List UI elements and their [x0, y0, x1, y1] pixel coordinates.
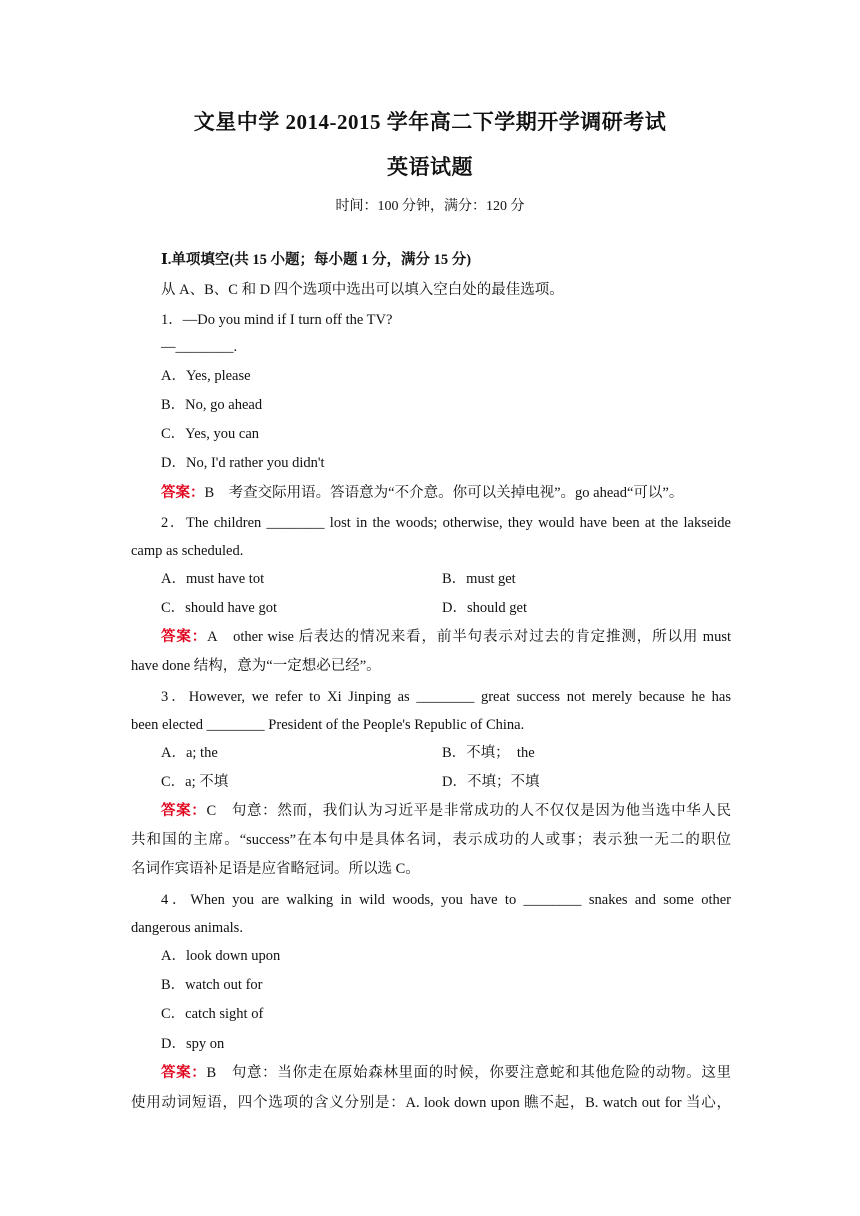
q3-option-c: C．a; 不填: [161, 774, 229, 790]
q4-option-c: C．catch sight of: [161, 1006, 264, 1022]
q4-option-b: B．watch out for: [161, 977, 263, 993]
q1-answer-text: B 考查交际用语。答语意为“不介意。你可以关掉电视”。go ahead“可以”。: [204, 485, 684, 501]
q4-answer: [161, 1064, 731, 1082]
answer-label: 答案：: [161, 1065, 207, 1081]
section-instruction: 从 A、B、C 和 D 四个选项中选出可以填入空白处的最佳选项。: [161, 282, 564, 298]
q1-answer: [161, 484, 731, 502]
q4-option-d: D．spy on: [161, 1036, 225, 1052]
q4-option-a: A．look down upon: [161, 948, 281, 964]
q3-answer: [161, 802, 731, 820]
q2-option-b: B．must get: [442, 571, 516, 587]
q1-blank: —________.: [161, 339, 238, 355]
q2-answer: [161, 628, 731, 646]
section-heading: Ⅰ.单项填空(共 15 小题；每小题 1 分，满分 15 分): [161, 252, 472, 268]
q3-answer-cont-1: 共和国的主席。“success”在本句中是具体名词，表示成功的人或事；表示独一无二的职位: [131, 832, 731, 848]
q2-answer-text: A other wise 后表达的情况来看，前半句表示对过去的肯定推测，所以用 must: [207, 629, 731, 645]
q2-stem: 2．The children ________ lost in the woods; otherwise, they would have been at the lakseide: [161, 515, 731, 531]
q3-option-a: A．a; the: [161, 745, 218, 761]
q1-option-d: D．No, I'd rather you didn't: [161, 455, 325, 471]
q3-stem-cont: been elected ________ President of the People's Republic of China.: [131, 717, 525, 733]
q3-option-d: D．不填；不填: [442, 774, 540, 790]
q3-answer-text: C 句意：然而，我们认为习近平是非常成功的人不仅仅是因为他当选中华人民: [206, 803, 732, 819]
q1-stem: 1．—Do you mind if I turn off the TV?: [161, 312, 393, 328]
q1-option-c: C．Yes, you can: [161, 426, 260, 442]
exam-subtitle: 英语试题: [387, 155, 473, 179]
answer-label: 答案：: [161, 803, 207, 819]
q4-answer-cont: 使用动词短语，四个选项的含义分别是：A. look down upon 瞧不起，B. watch out for 当心，: [131, 1095, 731, 1111]
exam-meta: 时间：100 分钟，满分：120 分: [335, 199, 525, 214]
q1-option-b: B．No, go ahead: [161, 397, 263, 413]
q2-option-d: D．should get: [442, 600, 527, 616]
q4-stem: 4．When you are walking in wild woods, you have to ________ snakes and some other: [161, 892, 731, 908]
q4-stem-cont: dangerous animals.: [131, 920, 243, 936]
answer-label: 答案：: [161, 629, 208, 645]
q4-answer-text: B 句意：当你走在原始森林里面的时候，你要注意蛇和其他危险的动物。这里: [206, 1065, 732, 1081]
answer-label: 答案：: [161, 485, 205, 501]
q2-stem-cont: camp as scheduled.: [131, 543, 244, 559]
q3-answer-cont-2: 名词作宾语补足语是应省略冠词。所以选 C。: [131, 861, 420, 877]
q3-stem: 3．However, we refer to Xi Jinping as ________ great success not merely because he has: [161, 689, 731, 705]
q2-answer-cont: have done 结构，意为“一定想必已经”。: [131, 658, 381, 674]
q1-option-a: A．Yes, please: [161, 368, 251, 384]
exam-title: 文星中学 2014-2015 学年高二下学期开学调研考试: [193, 110, 667, 134]
q2-option-a: A．must have tot: [161, 571, 265, 587]
q3-option-b: B．不填； the: [442, 745, 535, 761]
q2-option-c: C．should have got: [161, 600, 277, 616]
